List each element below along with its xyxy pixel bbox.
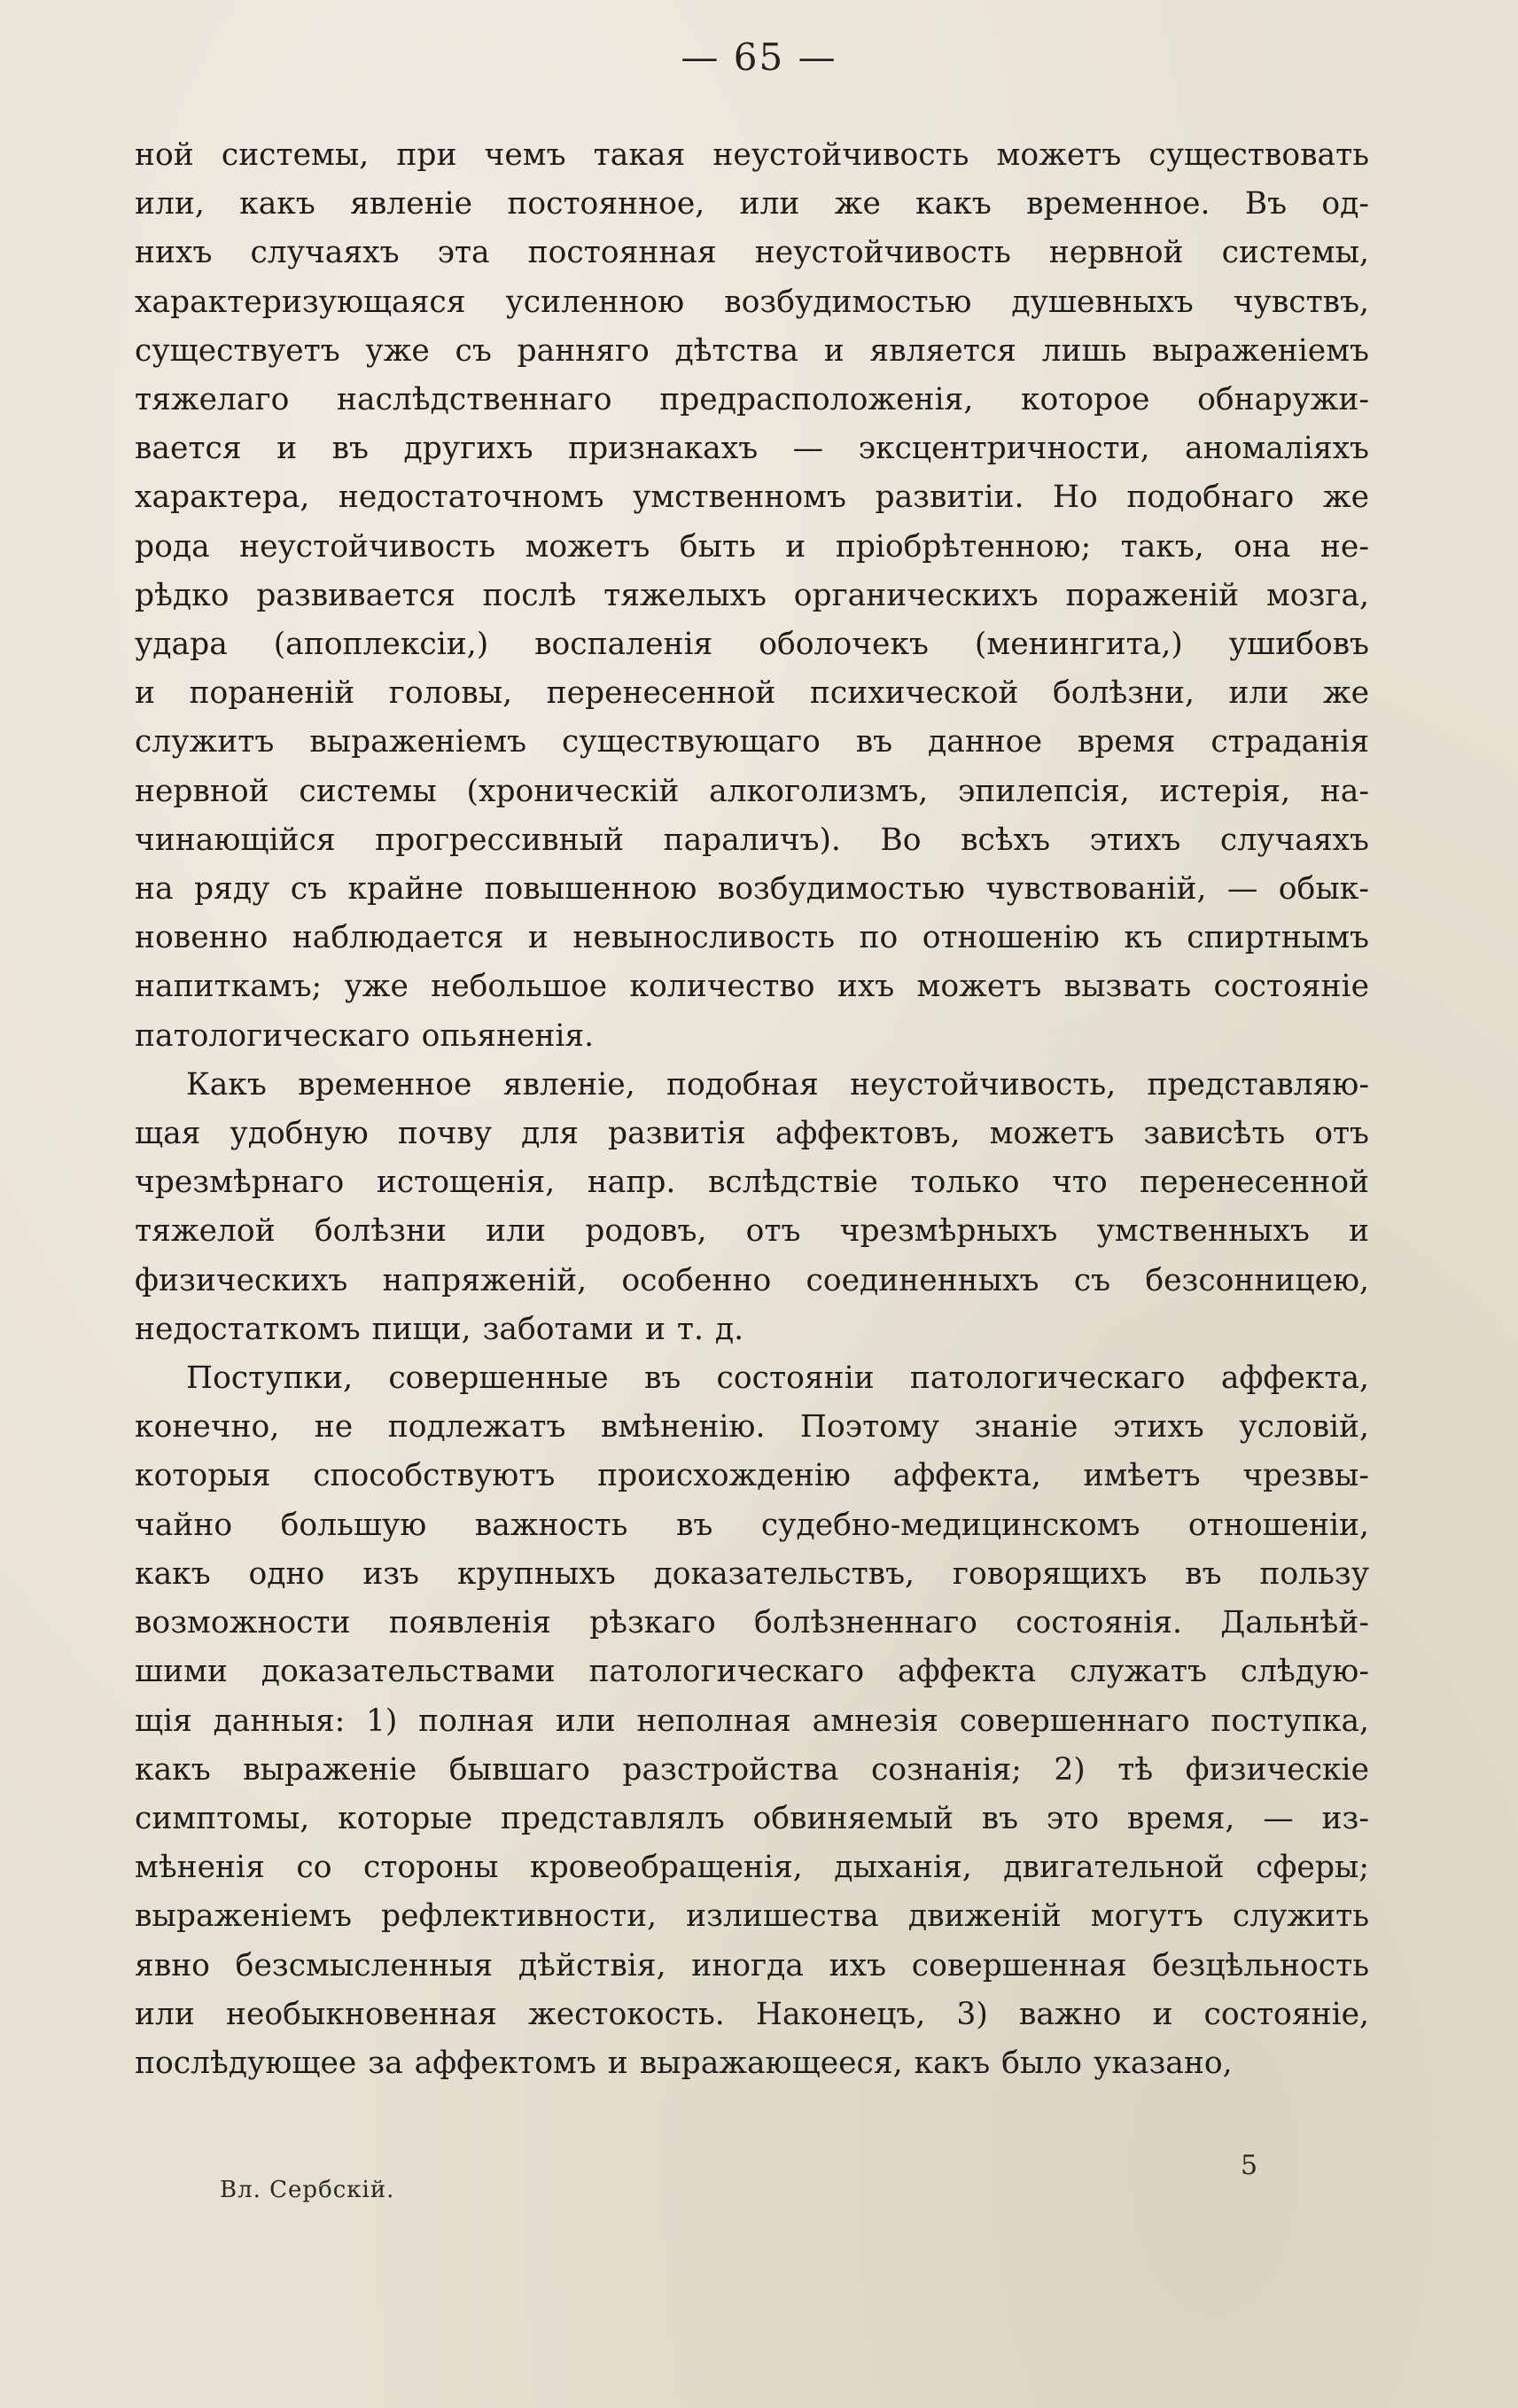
text-line: вается и въ другихъ признакахъ — эксцентричности, аномаліяхъ <box>135 431 1369 467</box>
text-line: какъ выраженіе бывшаго разстройства сознанія; 2) тѣ физическіе <box>135 1751 1369 1788</box>
text-line: служитъ выраженіемъ существующаго въ данное время страданія <box>135 724 1369 760</box>
text-line: существуетъ уже съ ранняго дѣтства и является лишь выраженіемъ <box>135 332 1369 369</box>
text-line: ной системы, при чемъ такая неустойчивость можетъ существовать <box>135 137 1369 173</box>
text-line: мѣненія со стороны кровеобращенія, дыханія, двигательной сферы; <box>135 1850 1369 1886</box>
text-line: конечно, не подлежатъ вмѣненію. Поэтому знаніе этихъ условій, <box>135 1409 1369 1446</box>
text-line: которыя способствуютъ происхожденію аффекта, имѣетъ чрезвы- <box>135 1458 1369 1494</box>
text-line: физическихъ напряженій, особенно соединенныхъ съ безсонницею, <box>135 1262 1369 1298</box>
text-line: какъ одно изъ крупныхъ доказательствъ, говорящихъ въ пользу <box>135 1555 1369 1592</box>
text-line: Какъ временное явленіе, подобная неустойчивость, представляю- <box>186 1066 1369 1103</box>
text-line: Поступки, совершенные въ состояніи патологическаго аффекта, <box>186 1360 1369 1397</box>
text-line: новенно наблюдается и невыносливость по отношенію къ спиртнымъ <box>135 920 1369 956</box>
text-line: тяжелаго наслѣдственнаго предрасположенія, которое обнаружи- <box>135 382 1369 418</box>
text-line: щая удобную почву для развитія аффектовъ, можетъ зависѣть отъ <box>135 1116 1369 1152</box>
text-line: характеризующаяся усиленною возбудимостью душевныхъ чувствъ, <box>135 284 1369 320</box>
text-line: явно безсмысленныя дѣйствія, иногда ихъ совершенная безцѣльность <box>135 1947 1369 1983</box>
text-line: рѣдко развивается послѣ тяжелыхъ органическихъ пораженій мозга, <box>135 577 1369 613</box>
text-line: недостаткомъ пищи, заботами и т. д. <box>135 1311 744 1347</box>
text-line: или необыкновенная жестокость. Наконецъ, 3) важно и состояніе, <box>135 1996 1369 2032</box>
text-line: удара (апоплексіи,) воспаленія оболочекъ (менингита,) ушибовъ <box>135 627 1369 663</box>
text-line: нихъ случаяхъ эта постоянная неустойчивость нервной системы, <box>135 235 1369 271</box>
text-line: напиткамъ; уже небольшое количество ихъ можетъ вызвать состояніе <box>135 969 1369 1005</box>
page-number: — 65 — <box>681 35 837 79</box>
text-line: характера, недостаточномъ умственномъ развитіи. Но подобнаго же <box>135 479 1369 516</box>
paragraph <box>135 131 1369 1061</box>
text-line: на ряду съ крайне повышенною возбудимостью чувствованій, — обык- <box>135 871 1369 908</box>
text-line: тяжелой болѣзни или родовъ, отъ чрезмѣрныхъ умственныхъ и <box>135 1213 1369 1250</box>
footer-author: Вл. Сербскій. <box>220 2177 395 2203</box>
text-line: или, какъ явленіе постоянное, или же какъ временное. Въ од- <box>135 186 1369 222</box>
text-line: нервной системы (хроническій алкоголизмъ, эпилепсія, истерія, на- <box>135 773 1369 809</box>
signature-mark: 5 <box>1241 2150 1258 2181</box>
text-line: возможности появленія рѣзкаго болѣзненнаго состоянія. Дальнѣй- <box>135 1605 1369 1641</box>
text-line: чайно большую важность въ судебно-медицинскомъ отношеніи, <box>135 1507 1369 1543</box>
text-line: чинающійся прогрессивный параличъ). Во всѣхъ этихъ случаяхъ <box>135 822 1369 858</box>
text-line: чрезмѣрнаго истощенія, напр. вслѣдствіе только что перенесенной <box>135 1165 1369 1201</box>
text-line: и пораненій головы, перенесенной психической болѣзни, или же <box>135 675 1369 712</box>
text-line: шими доказательствами патологическаго аффекта служатъ слѣдую- <box>135 1654 1369 1690</box>
text-line: щія данныя: 1) полная или неполная амнезія совершеннаго поступка, <box>135 1703 1369 1739</box>
text-line: патологическаго опьяненія. <box>135 1017 595 1054</box>
paragraph <box>135 1354 1369 2088</box>
text-line: послѣдующее за аффектомъ и выражающееся, какъ было указано, <box>135 2045 1233 2081</box>
body-text <box>135 131 1369 2088</box>
text-line: рода неустойчивость можетъ быть и пріобрѣтенною; такъ, она не- <box>135 528 1369 565</box>
text-line: выраженіемъ рефлективности, излишества движеній могутъ служить <box>135 1898 1369 1935</box>
paragraph <box>135 1061 1369 1354</box>
text-line: симптомы, которые представлялъ обвиняемый въ это время, — из- <box>135 1800 1369 1836</box>
